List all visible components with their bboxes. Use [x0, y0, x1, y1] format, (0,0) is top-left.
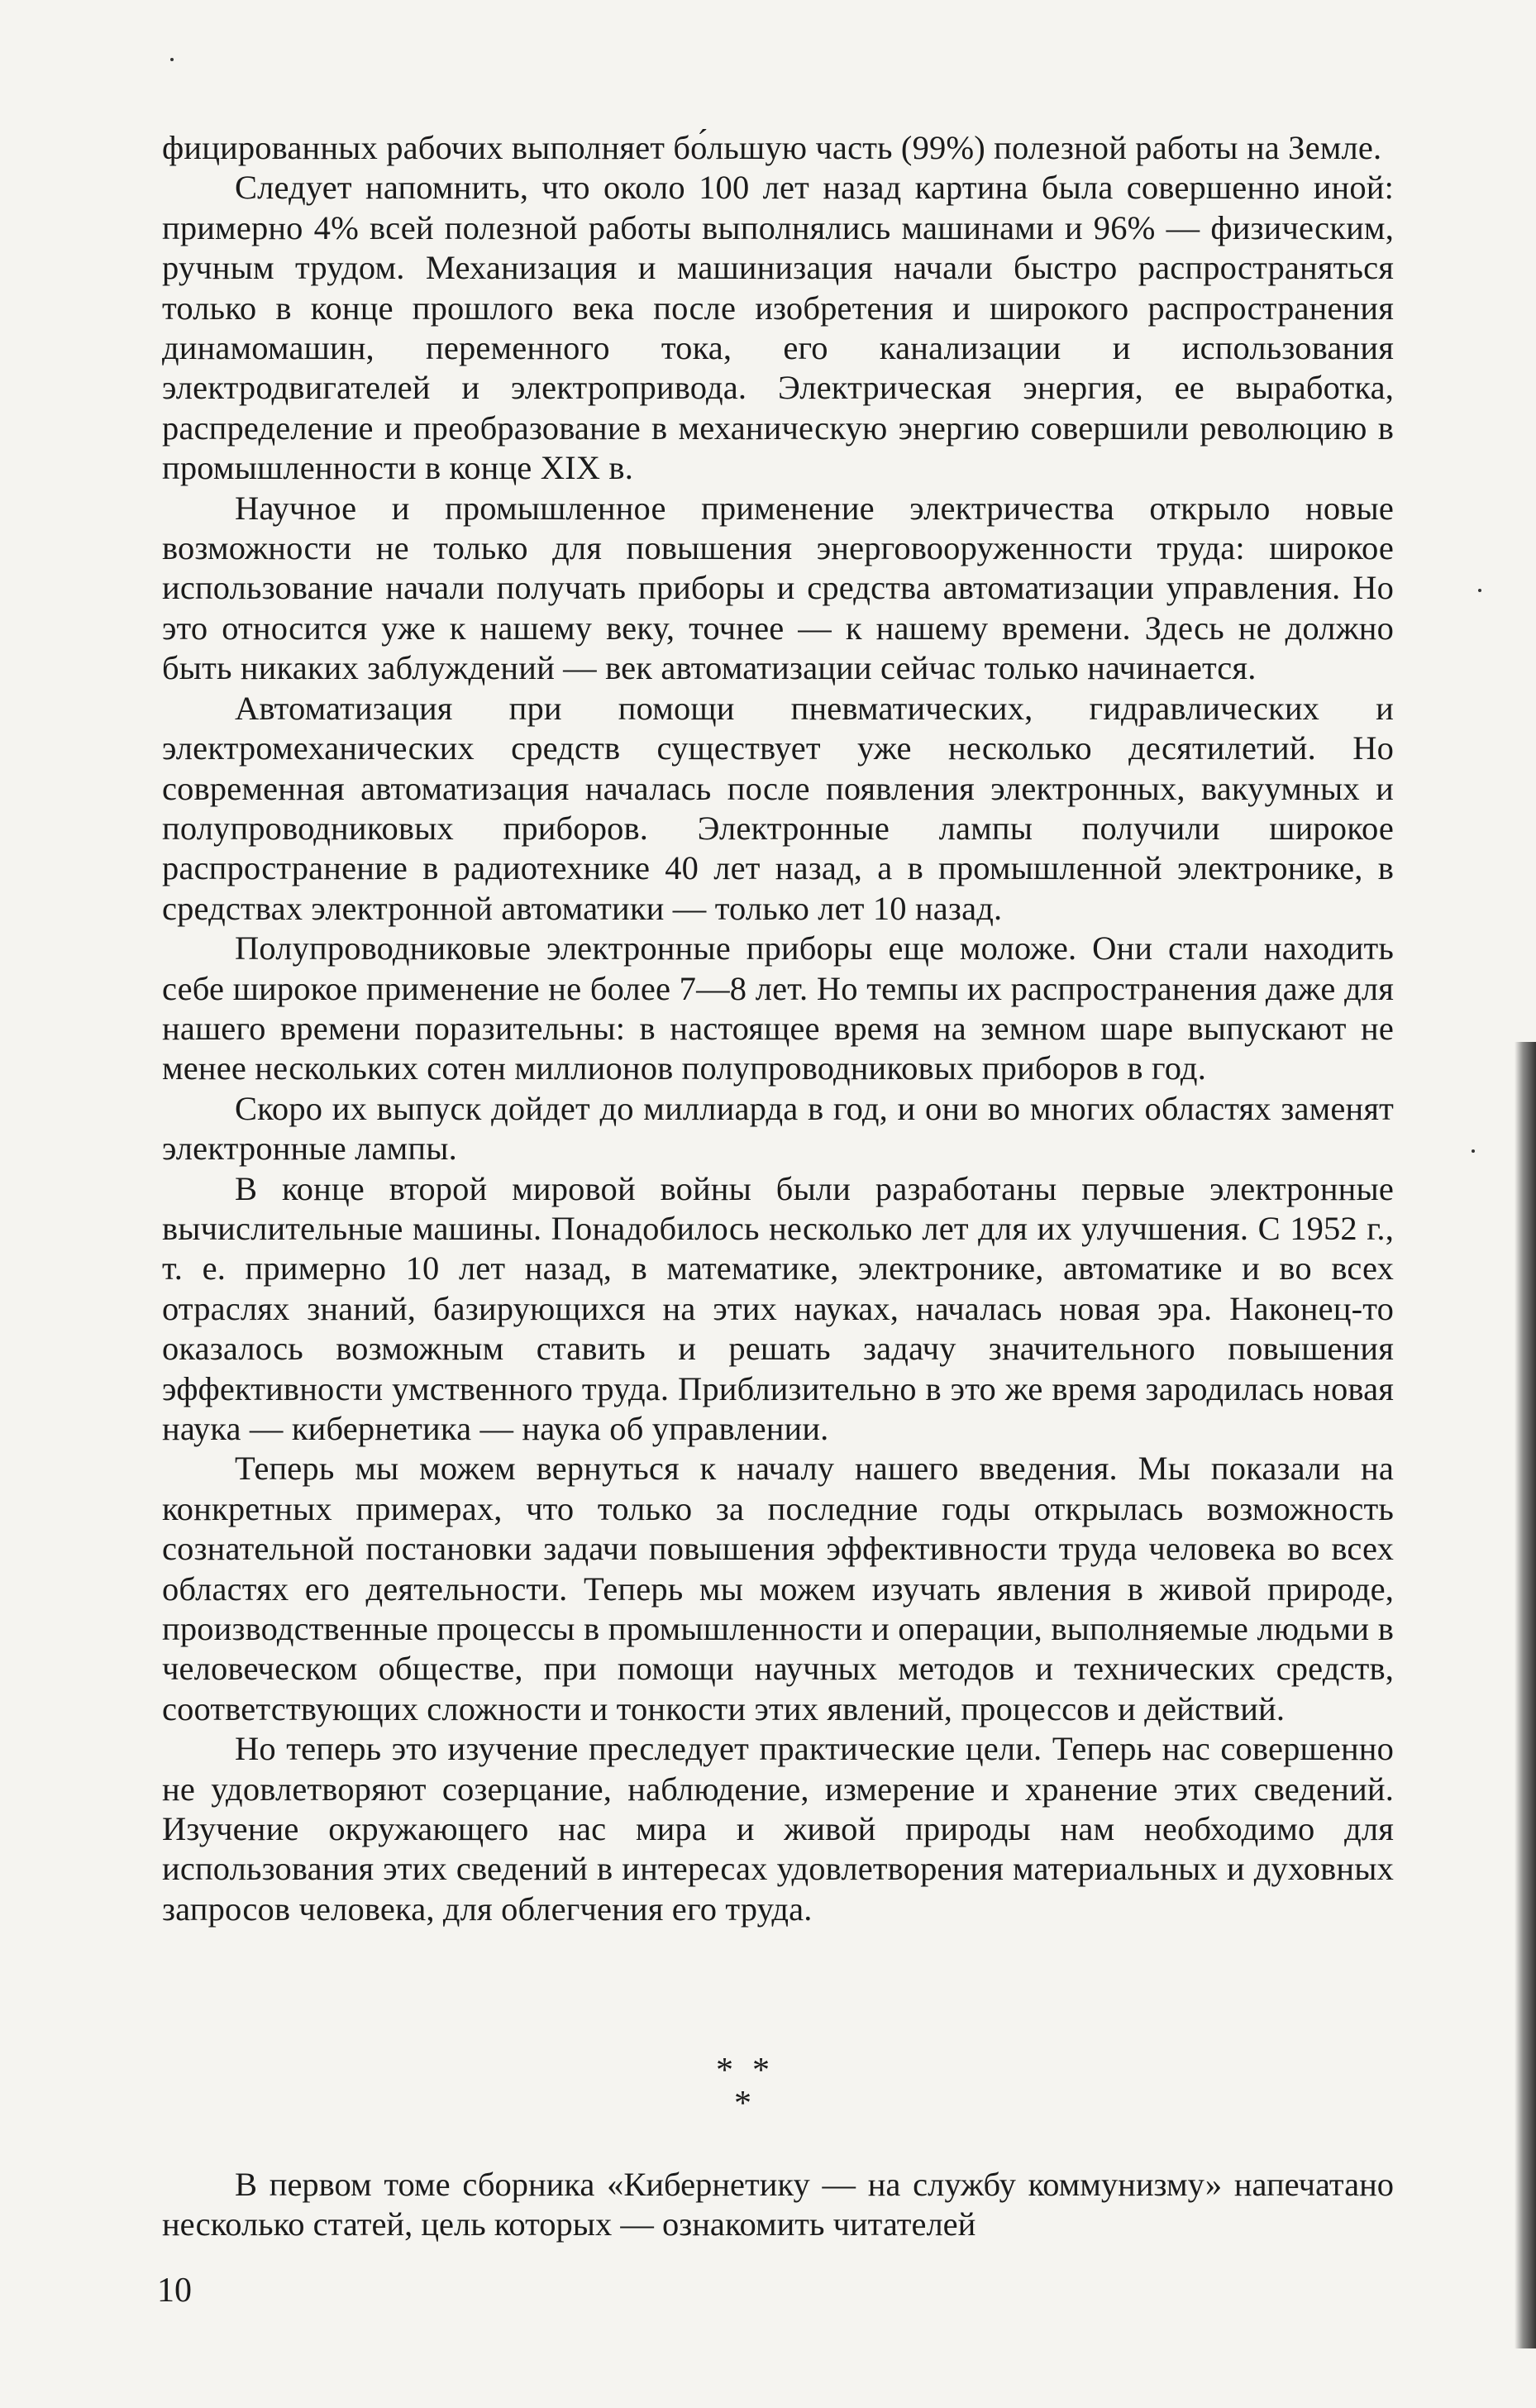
main-text — [162, 128, 1394, 1929]
scan-speck — [1472, 1149, 1475, 1153]
paragraph-1: фицированных рабочих выполняет бо́льшую часть (99%) полезной работы на Земле. — [162, 129, 1382, 166]
asterisk-3: * — [734, 2085, 751, 2123]
scan-speck — [1478, 589, 1481, 592]
paragraph-8: Теперь мы можем вернуться к началу нашего введения. Мы показали на конкретных примерах, что только за последние годы открылась возможность сознательной постановки задачи повышения эффективности труда человека во всех областях его деятельности. Теперь мы можем изучать явления в живой природе, производственные процессы в промышленности и операции, выполняемые людьми в человеческом обществе, при помощи научных методов и технических средств, соответствующих сложности и тонкости этих явлений, процессов и действий. — [162, 1450, 1394, 1727]
paragraph-9: Но теперь это изучение преследует практические цели. Теперь нас совершенно не удовлетворяют созерцание, наблюдение, измерение и хранение этих сведений. Изучение окружающего нас мира и живой природы нам необходимо для использования этих сведений в интересах удовлетворения материальных и духовных запросов человека, для облегчения его труда. — [162, 1730, 1394, 1928]
asterisk-2: * — [752, 2052, 770, 2090]
page-number: 10 — [157, 2272, 192, 2310]
paragraph-6: Скоро их выпуск дойдет до миллиарда в год, и они во многих областях заменят электронные лампы. — [162, 1089, 1394, 1168]
scan-edge-shadow — [1515, 1042, 1536, 2348]
section-asterism — [0, 2051, 1536, 2150]
paragraph-3: Научное и промышленное применение электричества открыло новые возможности не только для повышения энерговооруженности труда: широкое использование начали получать приборы и средства автоматизации управления. Но это относится уже к нашему веку, точнее — к нашему времени. Здесь не должно быть никаких заблуждений — век автоматизации сейчас только начинается. — [162, 489, 1394, 687]
final-paragraph: В первом томе сборника «Кибернетику — на службу коммунизму» напечатано несколько статей, цель которых — ознакомить читателей — [162, 2166, 1394, 2243]
asterisk-1: * — [716, 2052, 733, 2090]
paragraph-7: В конце второй мировой войны были разработаны первые электронные вычислительные машины. Понадобилось несколько лет для их улучшения. С 1952 г., т. е. примерно 10 лет назад, в математике, электронике, автоматике и во всех отраслях знаний, базирующихся на этих науках, началась новая эра. Наконец-то оказалось возможным ставить и решать задачу значительного повышения эффективности умственного труда. Приблизительно в это же время зародилась новая наука — кибернетика — наука об управлении. — [162, 1169, 1394, 1447]
final-text — [162, 2165, 1394, 2245]
paragraph-5: Полупроводниковые электронные приборы еще моложе. Они стали находить себе широкое применение не более 7—8 лет. Но темпы их распространения даже для нашего времени поразительны: в настоящее время на земном шаре выпускают не менее нескольких сотен миллионов полупроводниковых приборов в год. — [162, 929, 1394, 1087]
scan-speck — [170, 58, 174, 61]
paragraph-2: Следует напомнить, что около 100 лет назад картина была совершенно иной: примерно 4% всей полезной работы выполнялись машинами и 96% — физическим, ручным трудом. Механизация и машинизация начали быстро распространяться только в конце прошлого века после изобретения и широкого распространения динамомашин, переменного тока, его канализации и использования электродвигателей и электропривода. Электрическая энергия, ее выработка, распределение и преобразование в механическую энергию совершили революцию в промышленности в конце XIX в. — [162, 169, 1394, 487]
paragraph-4: Автоматизация при помощи пневматических, гидравлических и электромеханических средств существует уже несколько десятилетий. Но современная автоматизация началась после появления электронных, вакуумных и полупроводниковых приборов. Электронные лампы получили широкое распространение в радиотехнике 40 лет назад, а в промышленной электронике, в средствах электронной автоматики — только лет 10 назад. — [162, 689, 1394, 927]
